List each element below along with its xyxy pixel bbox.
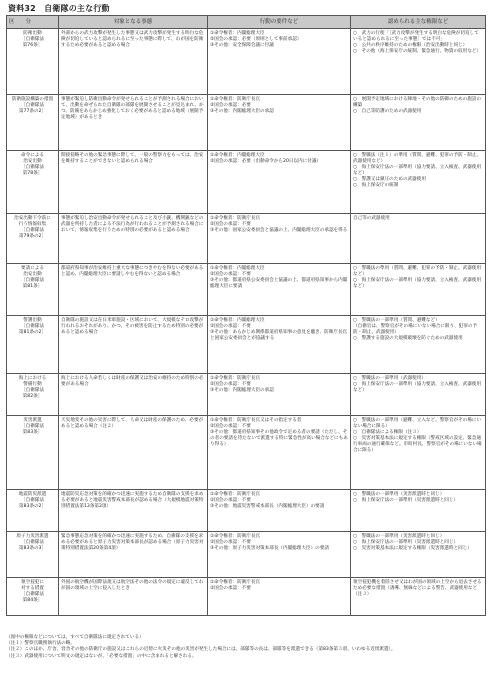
row-kubun: 地震防災派遣 ［自衛隊法 第83条の2］ <box>7 490 59 532</box>
page-title: 資料32 自衛隊の主な行動 <box>8 4 110 13</box>
row-yoken: ①命令権者：内閣総理大臣 ②国会の承認：不要 ③その他：あらかじめ関係都道府県知事の意見を聴き、防衛庁長官と国家公安委員会とが協議する <box>208 316 351 374</box>
header-kubun: 区 分 <box>7 16 59 29</box>
row-taisho: 間接侵略その他の緊急事態に際して、一般の警察力をもっては、治安を維持することができないと認められる場合 <box>59 151 208 214</box>
row-kubun: 海上における 警備行動 ［自衛隊法 第82条］ <box>7 374 59 416</box>
row-kengen: ○ 警職法の一部準用（質問、避難など） （自衛官は、警察官がその場にいない場合に限り、犯罪の予防・制止、武器使用） ○ 警護する施設の大規模破壊を防ぐための武器使用 <box>351 316 486 374</box>
row-kubun: 治安出動下令前に 行う情報収集 ［自衛隊法 第79条の2］ <box>7 214 59 264</box>
table-header-row <box>7 16 486 29</box>
footnote-general: （図中の権限などについては、すべて自衛隊法に規定されている） <box>6 635 144 640</box>
table-row <box>7 532 486 578</box>
row-taisho: 事態が緊迫し防衛出動命令が発せられることが予測される場合において、出動を命ぜられた自衛隊の部隊を展開させることが見込まれ、かつ、防備をあらかじめ強化しておく必要があると認める地域（展開予定地域）があるとき <box>59 95 208 151</box>
table-row <box>7 490 486 532</box>
row-kubun: 要請による 治安出動 ［自衛隊法 第81条］ <box>7 264 59 316</box>
row-kengen: ○ 武力の行使「［武力攻撃が発生する明白な危険が切迫していると認められるに至った事態］では不可」 ○ 公共の秩序維持のための権限（治安出動時と同じ） ○ その他（海上保安庁の統制、緊急通行、物資の収用など） <box>351 29 486 95</box>
row-kengen: ○ 警職法（注１）の準用（質問、避難、犯罪の予防・制止、武器使用など） ○ 海上保安庁法の一部準用（協力要請、立入検査、武器使用など） ○ 警護又は鎮圧のための武器使用 ○ 海上保安庁の統制 <box>351 151 486 214</box>
row-kubun: 防衛出動 ［自衛隊法 第76条］ <box>7 29 59 95</box>
row-kengen: ○ 警職法の一部準用（災害派遣時と同じ） ○ 海上保安庁法の一部準用（災害派遣時と同じ） ○ 災害対策基本法に規定する権限（災害派遣時と同じ） <box>351 532 486 578</box>
footnotes <box>6 635 485 660</box>
row-kubun: 防衛施設構築の措置 ［自衛隊法 第77条の2］ <box>7 95 59 151</box>
header-taisho: 対象となる事態 <box>59 16 208 29</box>
table-row <box>7 264 486 316</box>
row-taisho: 外国の航空機が国際法規又は航空法その他の法令の規定に違反してわが国の領域の上空に侵入したとき <box>59 578 208 616</box>
row-kengen: ○ 警職法の一部準用（武器使用） ○ 海上保安庁法の一部準用（協力要請、立入検査、武器使用など） <box>351 374 486 416</box>
table-row <box>7 578 486 616</box>
row-taisho: 自衛隊の施設又は在日米軍施設・区域において、大規模なテロ攻撃が行われるおそれがあり、かつ、その被害を防止するため特別の必要があると認める場合 <box>59 316 208 374</box>
row-yoken: ①命令権者：防衛庁長官 ②国会の承認：不要 ③その他：原子力災害対策本部長（内閣総理大臣）の要請 <box>208 532 351 578</box>
row-yoken: ①命令権者：内閣総理大臣 ②国会の承認：不要 ③その他：都道府県公安委員会と協議の上、都道府県知事から内閣総理大臣に要請 <box>208 264 351 316</box>
table-row <box>7 95 486 151</box>
row-yoken: ①命令権者：防衛庁長官又はその指定する者 ②国会の承認：不要 ③その他：都道府県知事その他政令で定める者の要請（ただし、その者の要請を待たないで派遣する特に緊急性が高い場合などにもあり得る） <box>208 416 351 490</box>
row-yoken: ①命令権者：内閣総理大臣 ②国会の承認：必要（原則として事前承認） ③その他：安全保障会議に付議 <box>208 29 351 95</box>
row-taisho: 都道府県知事が治安維持上重大な事態につきやむを得ない必要があると認め、内閣総理大臣に要請しやむを得ないと認める場合 <box>59 264 208 316</box>
row-yoken: ①命令権者：防衛庁長官 ②国会の承認：不要 <box>208 578 351 616</box>
row-kengen: ○ 展開予定地域における陣地・その他の防御のための施設の構築 ○ 自己等防護のための武器使用 <box>351 95 486 151</box>
row-taisho: 緊急事態応急対策を的確かつ迅速に実施するため、自衛隊の支援を求める必要があると原子力災害対策本部長が認める場合（原子力災害対策特別措置法第20条第4項） <box>59 532 208 578</box>
table-row <box>7 214 486 264</box>
footnote-2: （注２）このほか、庁舎、営舎その他の防衛庁の施設又はこれらの近傍に火災その他の災害が発生した場合には、部隊等の長は、部隊等を派遣できる（第83条第３項、いわゆる近傍派遣）。 <box>6 647 396 653</box>
row-taisho: 地震防災応急対策を的確かつ迅速に実施するため自衛隊の支援を求める必要があると地震災害警戒本部長が認める場合（大規模地震対策特別措置法第13条第2項） <box>59 490 208 532</box>
row-yoken: ①命令権者：防衛庁長官 ②国会の承認：不要 ③その他：内閣総理大臣の承認 <box>208 374 351 416</box>
row-taisho: 外部からの武力攻撃が発生した事態又は武力攻撃が発生する明白な危険が切迫していると認められるに至った事態に際して、わが国を防衛するため必要があると認める場合 <box>59 29 208 95</box>
row-taisho: 天災地変その他の災害に際して、人命又は財産の保護のため、必要があると認める場合（注２） <box>59 416 208 490</box>
row-kubun: 命令による 治安出動 ［自衛隊法 第78条］ <box>7 151 59 214</box>
actions-table <box>6 15 486 616</box>
row-yoken: ①命令権者：防衛庁長官 ②国会の承認：必要 ③その他：内閣総理大臣の承認 <box>208 95 351 151</box>
row-kubun: 原子力災害派遣 ［自衛隊法 第83条の3］ <box>7 532 59 578</box>
row-kubun: 警護出動 ［自衛隊法 第81条の2］ <box>7 316 59 374</box>
row-kengen: ○ 警職法の一部準用（避難、立入など。警察官がその場にいない場合に限る） ○ 自衛隊法による権限（注３） ○ 災害対策基本法に規定する権限（警戒区域の設定、緊急通行車両の通行確保など。市町村長、警察官がその場にいない場合に限る） <box>351 416 486 490</box>
row-yoken: ①命令権者：防衛庁長官 ②国会の承認：不要 ③その他：地震災害警戒本部長（内閣総理大臣）の要請 <box>208 490 351 532</box>
row-kubun: 領空侵犯に 対する措置 ［自衛隊法 第84条］ <box>7 578 59 616</box>
row-yoken: ①命令権者：防衛庁長官 ②国会の承認：不要 ③その他：国家公安委員会と協議の上、内閣総理大臣の承認を得る <box>208 214 351 264</box>
row-kengen: 領空侵犯機を着陸させ又はわが国の領域の上空から退去させるため必要な措置（誘導、無線などによる警告、武器使用など（注３） <box>351 578 486 616</box>
table-row <box>7 416 486 490</box>
row-kubun: 災害派遣 ［自衛隊法 第83条］ <box>7 416 59 490</box>
row-taisho: 事態が緊迫し治安出動命令が発せられること及び小銃、機関銃などの武器を所持した者による不法行為が行われることが予測される場合において、情報収集を行うための特別の必要があると認める場合 <box>59 214 208 264</box>
table-row <box>7 374 486 416</box>
header-kengen: 認められる主な権限など <box>351 16 486 29</box>
footnote-3: （注３）武器使用について明文の規定はないが、「必要な措置」の中に含まれると解される。 <box>6 653 197 659</box>
header-yoken: 行動の要件など <box>208 16 351 29</box>
table-row <box>7 151 486 214</box>
footnote-1: （注１）警察官職務執行法の略。 <box>6 641 75 647</box>
table-row <box>7 29 486 95</box>
row-kengen: 自己等の武器使用 <box>351 214 486 264</box>
row-kengen: ○ 警職法の準用（質問、避難、犯罪の予防・制止、武器使用など） ○ 海上保安庁法の一部準用（協力要請、立入検査、武器使用など） <box>351 264 486 316</box>
table-row <box>7 316 486 374</box>
row-taisho: 海上における人命若しくは財産の保護又は治安の維持のため特別の必要がある場合 <box>59 374 208 416</box>
row-yoken: ①命令権者：内閣総理大臣 ②国会の承認：必要（出動命令から20日以内に付議） <box>208 151 351 214</box>
row-kengen: ○ 警職法の一部準用（災害派遣時と同じ） ○ 海上保安庁法の一部準用（災害派遣時と同じ） <box>351 490 486 532</box>
